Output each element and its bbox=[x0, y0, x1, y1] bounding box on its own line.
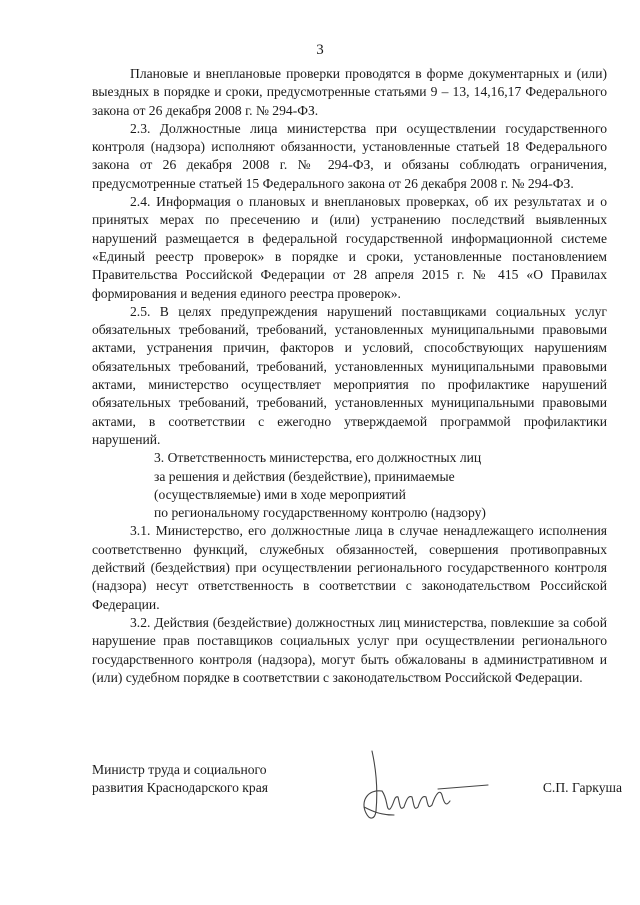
paragraph-2-5: 2.5. В целях предупреждения нарушений поставщиками социальных услуг обязательных требований, требований, установленных муниципальными правовыми актами, устранения причин, факторов и условий, способствующих нарушениям обязательных требований, требований, установленных муниципальными правовыми актами, министерство осуществляет мероприятия по профилактике нарушений обязательных требований, требований, установленных муниципальными правовыми актами, в соответствии с ежегодно утверждаемой программой профилактики нарушений. bbox=[92, 303, 607, 447]
paragraph-inspections-form: Плановые и внеплановые проверки проводятся в форме документарных и (или) выездных в порядке и сроки, предусмотренные статьями 9 – 13, 14,16,17 Федерального закона от 26 декабря 2008 г. № 294-ФЗ. bbox=[92, 66, 607, 118]
signatory-title-line: Министр труда и социального bbox=[92, 762, 267, 777]
paragraph-2-3: 2.3. Должностные лица министерства при осуществлении государственного контроля (надзора) исполняют обязанности, установленные статьей 18 Федерального закона от 26 декабря 2008 г. № 294-ФЗ, и обязаны соблюдать ограничения, предусмотренные статьей 15 Федерального закона от 26 декабря 2008 г. № 294-ФЗ. bbox=[92, 120, 607, 191]
paragraph-2-4: 2.4. Информация о плановых и внеплановых проверках, об их результатах и о принятых мерах по пресечению и (или) устранению последствий выявленных нарушений размещается в федеральной государственной информационной системе «Единый реестр проверок» в порядке и сроки, установленные постановлением Правительства Российской Федерации от 28 апреля 2015 г. № 415 «О Правилах формирования и ведения единого реестра проверок». bbox=[92, 194, 607, 301]
signatory-title-line: развития Краснодарского края bbox=[92, 780, 268, 796]
handwritten-signature bbox=[342, 749, 492, 829]
signature-block bbox=[92, 761, 622, 821]
section-3-heading-line: по региональному государственному контролю (надзору) bbox=[154, 505, 486, 521]
paragraph-3-2: 3.2. Действия (бездействие) должностных лиц министерства, повлекшие за собой нарушение прав поставщиков социальных услуг при осуществлении регионального государственного контроля (надзора), могут быть обжалованы в административном и (или) судебном порядке в соответствии с законодательством Российской Федерации. bbox=[92, 614, 607, 685]
page-number: 3 bbox=[316, 42, 324, 58]
section-3-heading-line: (осуществляемые) ими в ходе мероприятий bbox=[154, 486, 406, 502]
paragraph-3-1: 3.1. Министерство, его должностные лица в случае ненадлежащего исполнения соответственно функций, служебных обязанностей, совершения противоправных действий (бездействия) при осуществлении регионального государственного контроля (надзора) несут ответственность в соответствии с законодательством Российской Федерации. bbox=[92, 523, 607, 612]
section-3-heading bbox=[92, 449, 607, 522]
signatory-name: С.П. Гаркуша bbox=[542, 780, 622, 795]
section-3-heading-line: 3. Ответственность министерства, его должностных лиц bbox=[154, 450, 482, 466]
section-3-heading-line: за решения и действия (бездействие), принимаемые bbox=[154, 468, 455, 484]
document-body bbox=[92, 65, 607, 687]
